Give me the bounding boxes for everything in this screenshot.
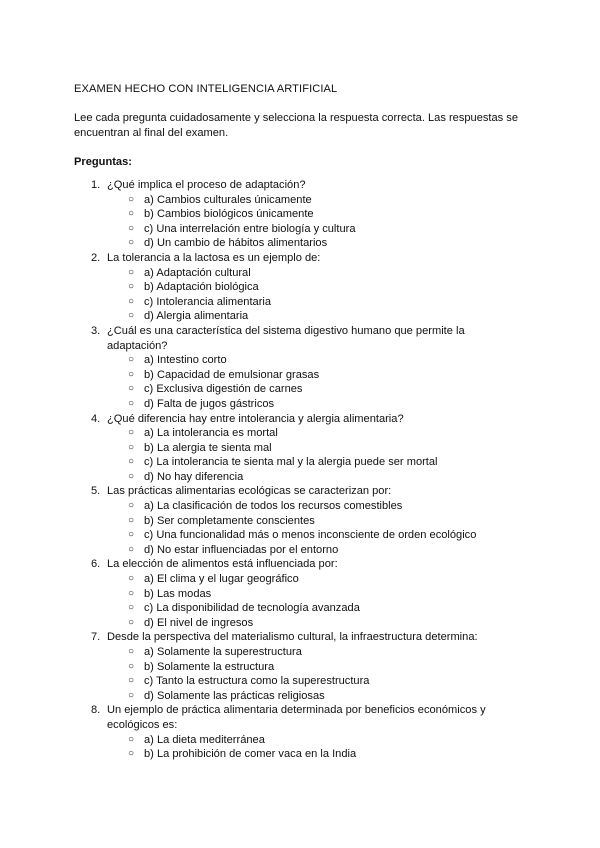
hollow-circle-bullet-icon: ○ — [128, 368, 135, 380]
option-text: d) Un cambio de hábitos alimentarios — [144, 237, 328, 250]
document-title: EXAMEN HECHO CON INTELIGENCIA ARTIFICIAL — [74, 83, 338, 95]
answer-option — [107, 514, 526, 529]
option-text: a) Adaptación cultural — [144, 266, 251, 279]
hollow-circle-bullet-icon: ○ — [128, 733, 135, 745]
option-text: b) Ser completamente conscientes — [144, 514, 315, 527]
question-item — [74, 412, 526, 485]
option-text: b) La alergia te sienta mal — [144, 441, 272, 454]
answer-option — [107, 470, 526, 485]
hollow-circle-bullet-icon: ○ — [128, 675, 135, 687]
option-list — [107, 426, 526, 484]
hollow-circle-bullet-icon: ○ — [128, 266, 135, 278]
answer-option — [107, 747, 526, 762]
option-text: d) Alergia alimentaria — [144, 310, 249, 323]
question-number: 2. — [91, 251, 101, 264]
answer-option — [107, 543, 526, 558]
answer-option — [107, 499, 526, 514]
hollow-circle-bullet-icon: ○ — [128, 237, 135, 249]
answer-option — [107, 236, 526, 251]
option-text: c) Tanto la estructura como la superestructura — [144, 675, 370, 688]
question-number: 7. — [91, 631, 101, 644]
answer-option — [107, 601, 526, 616]
hollow-circle-bullet-icon: ○ — [128, 689, 135, 701]
question-item — [74, 484, 526, 557]
hollow-circle-bullet-icon: ○ — [128, 193, 135, 205]
option-list — [107, 733, 526, 762]
question-number: 8. — [91, 704, 101, 717]
question-text: La elección de alimentos está influenciada por: — [107, 558, 338, 571]
option-text: c) La intolerancia te sienta mal y la alergia puede ser mortal — [144, 456, 438, 469]
answer-option — [107, 426, 526, 441]
option-text: c) Intolerancia alimentaria — [144, 295, 272, 308]
answer-option — [107, 222, 526, 237]
answer-option — [107, 193, 526, 208]
option-text: d) Solamente las prácticas religiosas — [144, 689, 325, 702]
answer-option — [107, 733, 526, 748]
option-text: a) La intolerancia es mortal — [144, 427, 278, 440]
answer-option — [107, 674, 526, 689]
hollow-circle-bullet-icon: ○ — [128, 616, 135, 628]
answer-option — [107, 295, 526, 310]
hollow-circle-bullet-icon: ○ — [128, 441, 135, 453]
option-text: b) Las modas — [144, 587, 212, 600]
hollow-circle-bullet-icon: ○ — [128, 470, 135, 482]
question-number: 5. — [91, 485, 101, 498]
question-number: 3. — [91, 324, 101, 337]
option-text: d) Falta de jugos gástricos — [144, 397, 275, 410]
answer-option — [107, 309, 526, 324]
answer-option — [107, 353, 526, 368]
answer-option — [107, 455, 526, 470]
hollow-circle-bullet-icon: ○ — [128, 514, 135, 526]
question-number: 4. — [91, 412, 101, 425]
hollow-circle-bullet-icon: ○ — [128, 208, 135, 220]
question-number: 1. — [91, 179, 101, 191]
answer-option — [107, 441, 526, 456]
option-text: a) Cambios culturales únicamente — [144, 193, 312, 206]
hollow-circle-bullet-icon: ○ — [128, 295, 135, 307]
option-text: c) Exclusiva digestión de carnes — [144, 383, 303, 396]
option-text: b) Adaptación biológica — [144, 281, 259, 294]
hollow-circle-bullet-icon: ○ — [128, 222, 135, 234]
answer-option — [107, 368, 526, 383]
question-item — [74, 703, 526, 761]
option-list — [107, 266, 526, 324]
question-item — [74, 557, 526, 630]
option-list — [107, 572, 526, 630]
hollow-circle-bullet-icon: ○ — [128, 456, 135, 468]
answer-option — [107, 645, 526, 660]
question-text: Las prácticas alimentarias ecológicas se caracterizan por: — [107, 485, 392, 498]
answer-option — [107, 572, 526, 587]
answer-option — [107, 689, 526, 704]
hollow-circle-bullet-icon: ○ — [128, 543, 135, 555]
option-list — [107, 193, 526, 251]
answer-option — [107, 266, 526, 281]
option-text: a) El clima y el lugar geográfico — [144, 573, 299, 586]
option-list — [107, 353, 526, 411]
option-text: c) Una interrelación entre biología y cultura — [144, 222, 356, 235]
option-text: b) La prohibición de comer vaca en la India — [144, 748, 357, 761]
hollow-circle-bullet-icon: ○ — [128, 748, 135, 760]
option-text: c) Una funcionalidad más o menos inconsciente de orden ecológico — [144, 529, 477, 542]
question-text: ¿Qué implica el proceso de adaptación? — [107, 179, 306, 191]
option-text: a) Intestino corto — [144, 354, 227, 367]
questions-list — [74, 178, 526, 762]
question-text: La tolerancia a la lactosa es un ejemplo de: — [107, 251, 321, 264]
option-text: d) No hay diferencia — [144, 470, 244, 483]
answer-option — [107, 280, 526, 295]
hollow-circle-bullet-icon: ○ — [128, 383, 135, 395]
question-text: Desde la perspectiva del materialismo cultural, la infraestructura determina: — [107, 631, 478, 644]
hollow-circle-bullet-icon: ○ — [128, 587, 135, 599]
hollow-circle-bullet-icon: ○ — [128, 529, 135, 541]
hollow-circle-bullet-icon: ○ — [128, 310, 135, 322]
option-text: a) La clasificación de todos los recursos comestibles — [144, 500, 403, 513]
question-number: 6. — [91, 558, 101, 571]
question-item — [74, 630, 526, 703]
hollow-circle-bullet-icon: ○ — [128, 281, 135, 293]
question-text: ¿Cuál es una característica del sistema digestivo humano que permite la adaptación? — [107, 324, 465, 352]
hollow-circle-bullet-icon: ○ — [128, 646, 135, 657]
answer-option — [107, 587, 526, 602]
option-text: b) Cambios biológicos únicamente — [144, 208, 314, 221]
option-text: d) No estar influenciadas por el entorno — [144, 543, 339, 556]
hollow-circle-bullet-icon: ○ — [128, 500, 135, 512]
answer-option — [107, 616, 526, 631]
question-item — [74, 178, 526, 251]
option-text: d) El nivel de ingresos — [144, 616, 254, 629]
option-text: c) La disponibilidad de tecnología avanzada — [144, 602, 360, 615]
answer-option — [107, 660, 526, 675]
questions-heading: Preguntas: — [74, 156, 132, 168]
hollow-circle-bullet-icon: ○ — [128, 397, 135, 409]
hollow-circle-bullet-icon: ○ — [128, 427, 135, 439]
option-list — [107, 499, 526, 557]
option-text: b) Solamente la estructura — [144, 660, 275, 673]
instructions-paragraph: Lee cada pregunta cuidadosamente y selecciona la respuesta correcta. Las respuestas se encuentran al final del examen. — [74, 112, 519, 139]
hollow-circle-bullet-icon: ○ — [128, 602, 135, 614]
question-item — [74, 251, 526, 324]
answer-option — [107, 528, 526, 543]
question-text: ¿Qué diferencia hay entre intolerancia y alergia alimentaria? — [107, 412, 404, 425]
option-list — [107, 645, 526, 703]
answer-option — [107, 382, 526, 397]
option-text: b) Capacidad de emulsionar grasas — [144, 368, 320, 381]
answer-option — [107, 397, 526, 412]
hollow-circle-bullet-icon: ○ — [128, 660, 135, 672]
hollow-circle-bullet-icon: ○ — [128, 573, 135, 585]
answer-option — [107, 207, 526, 222]
question-text: Un ejemplo de práctica alimentaria determinada por beneficios económicos y ecológicos es: — [107, 704, 486, 731]
option-text: a) La dieta mediterránea — [144, 733, 265, 746]
hollow-circle-bullet-icon: ○ — [128, 354, 135, 366]
question-item — [74, 324, 526, 412]
option-text: a) Solamente la superestructura — [144, 646, 302, 658]
